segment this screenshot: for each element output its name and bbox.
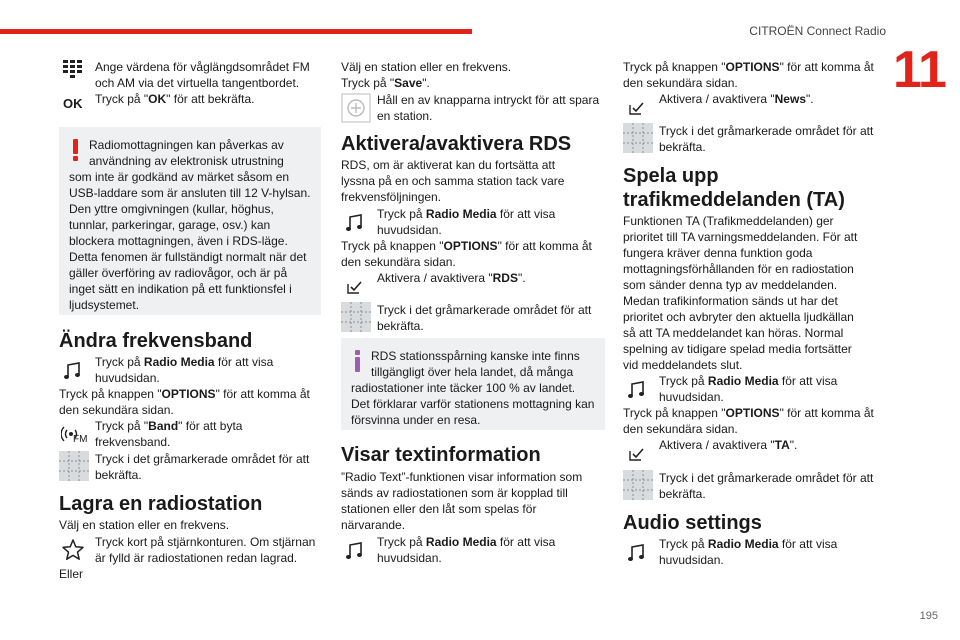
save-step: Tryck på "Save".	[341, 76, 430, 90]
band-step-3: FM Tryck på "Band" för att byta frekvensband.	[59, 418, 321, 450]
news-step-confirm: Tryck i det gråmarkerade området för att bekräfta.	[623, 123, 885, 155]
band-step-2: Tryck på knappen "OPTIONS" för att komma åt den sekundära sidan.	[59, 387, 310, 417]
checkbox-icon[interactable]	[629, 447, 655, 471]
warning-box	[59, 127, 321, 315]
music-note-icon	[625, 379, 651, 403]
rds-step-4: Tryck i det gråmarkerade området för att bekräfta.	[341, 302, 605, 334]
section-heading-text: Visar textinformation	[341, 444, 541, 466]
ok-icon-label: OK	[63, 96, 83, 111]
rds-step-2: Tryck på knappen "OPTIONS" för att komma åt den sekundära sidan.	[341, 239, 592, 269]
audio-step-1: Tryck på Radio Media för att visa huvudsidan.	[623, 536, 885, 568]
music-note-icon	[343, 540, 369, 564]
add-preset-icon[interactable]	[341, 93, 367, 117]
hold-step: Håll en av knapparna intryckt för att spara en station.	[341, 92, 605, 124]
store-intro: Välj en station eller en frekvens.	[59, 518, 230, 532]
section-heading-audio: Audio settings	[623, 512, 762, 534]
ta-intro: Funktionen TA (Trafikmeddelanden) ger prioritet till TA varningsmeddelanden. För att fungera kräver denna funktion goda mottagningsförhållanden för en radiostation som sänder denna typ av meddelanden. Medan trafikinformation sänds ut har det prioritet och avbryter den aktuella ljudkällan så att TA meddelandet kan höras. Normal spelning av tidigare spelad media fortsätter vid meddelandets slut.	[623, 214, 858, 372]
rds-step-1: Tryck på Radio Media för att visa huvudsidan.	[341, 206, 605, 238]
rds-step-3: Aktivera / avaktivera "RDS".	[341, 270, 605, 286]
store-or: Eller	[59, 567, 84, 581]
music-note-icon	[61, 360, 87, 384]
header-title: CITROËN Connect Radio	[749, 24, 886, 38]
page-number: 195	[919, 610, 938, 622]
store-step-1: Tryck kort på stjärnkonturen. Om stjärnan är fylld är radiostationen redan lagrad.	[59, 534, 321, 566]
band-step-1: Tryck på Radio Media för att visa huvudsidan.	[59, 354, 321, 386]
fm-icon-label: FM	[73, 434, 88, 445]
section-heading-band: Ändra frekvensband	[59, 330, 253, 352]
section-heading-rds: Aktivera/avaktivera RDS	[341, 133, 572, 155]
keypad-step-text: Ange värdena för våglängdsområdet FM och AM via det virtuella tangentbordet.	[95, 60, 310, 90]
grid-area-icon	[623, 123, 649, 147]
checkbox-icon[interactable]	[629, 101, 655, 125]
keypad-icon	[61, 59, 87, 83]
star-outline-icon[interactable]	[61, 538, 87, 562]
text-step-1: Tryck på Radio Media för att visa huvudsidan.	[341, 534, 605, 566]
news-step-options: Tryck på knappen "OPTIONS" för att komma åt den sekundära sidan.	[623, 60, 874, 90]
section-heading-ta: Spela upp trafikmeddelanden (TA)	[623, 165, 845, 211]
ok-step-text: Tryck på "OK" för att bekräfta.	[95, 92, 255, 106]
header-accent-bar	[0, 29, 472, 34]
ta-step-4: Tryck i det gråmarkerade området för att bekräfta.	[623, 470, 885, 502]
grid-area-icon	[623, 470, 649, 494]
info-text-rest: radiostationer inte täcker 100 % av landet. Det förklarar varför stationens mottagning kan försvinna under en resa.	[351, 381, 595, 427]
band-step-4: Tryck i det gråmarkerade området för att bekräfta.	[59, 451, 321, 483]
grid-area-icon	[341, 302, 367, 326]
warning-icon	[73, 139, 79, 161]
news-step-toggle: Aktivera / avaktivera "News".	[623, 91, 885, 107]
grid-area-icon	[59, 451, 85, 475]
warning-text-first: Radiomottagningen kan påverkas av användning av elektronisk utrustning	[89, 138, 284, 168]
save-intro: Välj en station eller en frekvens.	[341, 60, 512, 74]
ta-step-1: Tryck på Radio Media för att visa huvudsidan.	[623, 373, 885, 405]
warning-text-rest: som inte är godkänd av märket såsom en USB-laddare som är ansluten till 12 V-hylsan. Den yttre omgivningen (kullar, höghus, tunnlar, parkeringar, garage, osv.) kan blockera mottagningen, även i RDS-läge. Detta fenomen är fullständigt normalt när det gäller överföring av radiovågor, och är på inget sätt en indikation på ett funktionsfel i ljudsystemet.	[69, 170, 311, 312]
music-note-icon	[625, 542, 651, 566]
ta-step-3: Aktivera / avaktivera "TA".	[623, 437, 885, 453]
info-text-first: RDS stationsspårning kanske inte finns tillgängligt över hela landet, då många	[371, 349, 580, 379]
music-note-icon	[343, 212, 369, 236]
info-box	[341, 338, 605, 430]
keypad-step	[59, 59, 321, 111]
rds-intro: RDS, om är aktiverat kan du fortsätta att lyssna på en och samma station tack vare frekvensföljningen.	[341, 158, 565, 204]
text-intro: ”Radio Text”-funktionen visar information som sänds av radiostationen som är kopplad till stationen eller den låt som spelas för närvarande.	[341, 470, 583, 532]
checkbox-icon[interactable]	[347, 280, 373, 304]
section-heading-store: Lagra en radiostation	[59, 493, 263, 515]
info-icon	[355, 350, 361, 372]
chapter-number: 11	[893, 41, 946, 99]
ta-step-2: Tryck på knappen "OPTIONS" för att komma åt den sekundära sidan.	[623, 406, 874, 436]
